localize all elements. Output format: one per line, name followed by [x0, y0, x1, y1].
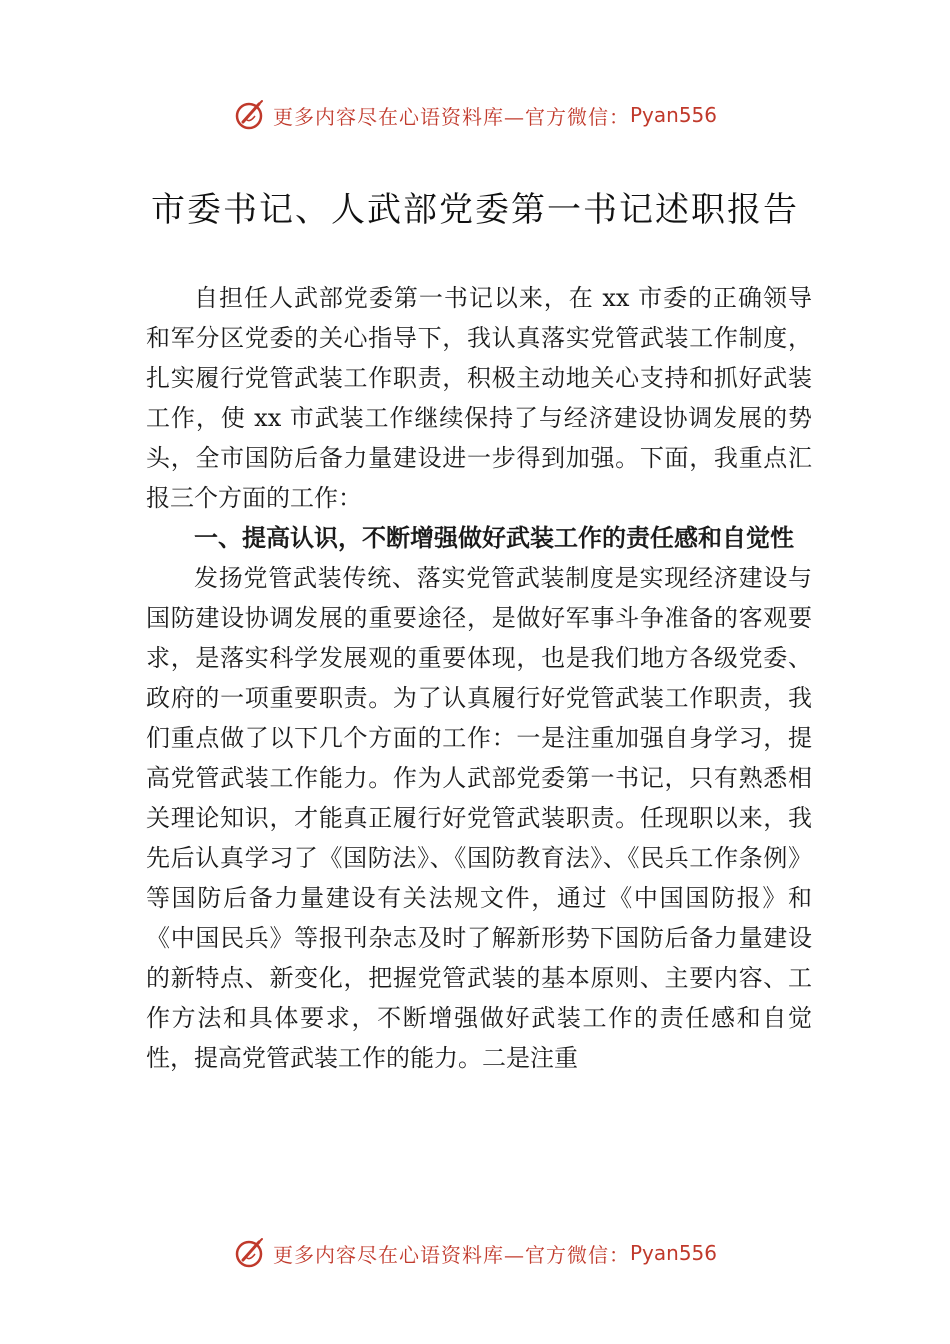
banner-text: 更多内容尽在心语资料库—官方微信：: [272, 104, 630, 129]
banner-wechat-id: Pyan556: [629, 103, 717, 127]
paragraph-intro: 自担任人武部党委第一书记以来，在 xx 市委的正确领导和军分区党委的关心指导下，我认真落实党管武装工作制度，扎实履行党管武装工作职责，积极主动地关心支持和抓好武装工作，使 xx 市武装工作继续保持了与经济建设协调发展的势头，全市国防后备力量建设进一步得到加强。下面，我重点汇报三个方面的工作：: [146, 284, 812, 512]
paragraph-section-1: 发扬党管武装传统、落实党管武装制度是实现经济建设与国防建设协调发展的重要途径，是做好军事斗争准备的客观要求，是落实科学发展观的重要体现，也是我们地方各级党委、政府的一项重要职责。为了认真履行好党管武装工作职责，我们重点做了以下几个方面的工作：一是注重加强自身学习，提高党管武装工作能力。作为人武部党委第一书记，只有熟悉相关理论知识，才能真正履行好党管武装职责。任现职以来，我先后认真学习了《国防法》、《国防教育法》、《民兵工作条例》等国防后备力量建设有关法规文件，通过《中国国防报》和《中国民兵》等报刊杂志及时了解新形势下国防后备力量建设的新特点、新变化，把握党管武装的基本原则、主要内容、工作方法和具体要求，不断增强做好武装工作的责任感和自觉性，提高党管武装工作的能力。二是注重: [146, 564, 812, 1072]
header-banner: [0, 95, 950, 135]
pen-circle-logo-icon: [233, 1236, 267, 1270]
section-heading-1: 一、提高认识，不断增强做好武装工作的责任感和自觉性: [194, 524, 794, 552]
banner-text: 更多内容尽在心语资料库—官方微信：: [272, 1242, 630, 1267]
pen-circle-logo-icon: [233, 98, 267, 132]
banner-wechat-id: Pyan556: [629, 1241, 717, 1265]
document-body: [146, 278, 812, 1078]
document-title: 市委书记、人武部党委第一书记述职报告: [151, 190, 799, 230]
footer-banner: [0, 1233, 950, 1273]
